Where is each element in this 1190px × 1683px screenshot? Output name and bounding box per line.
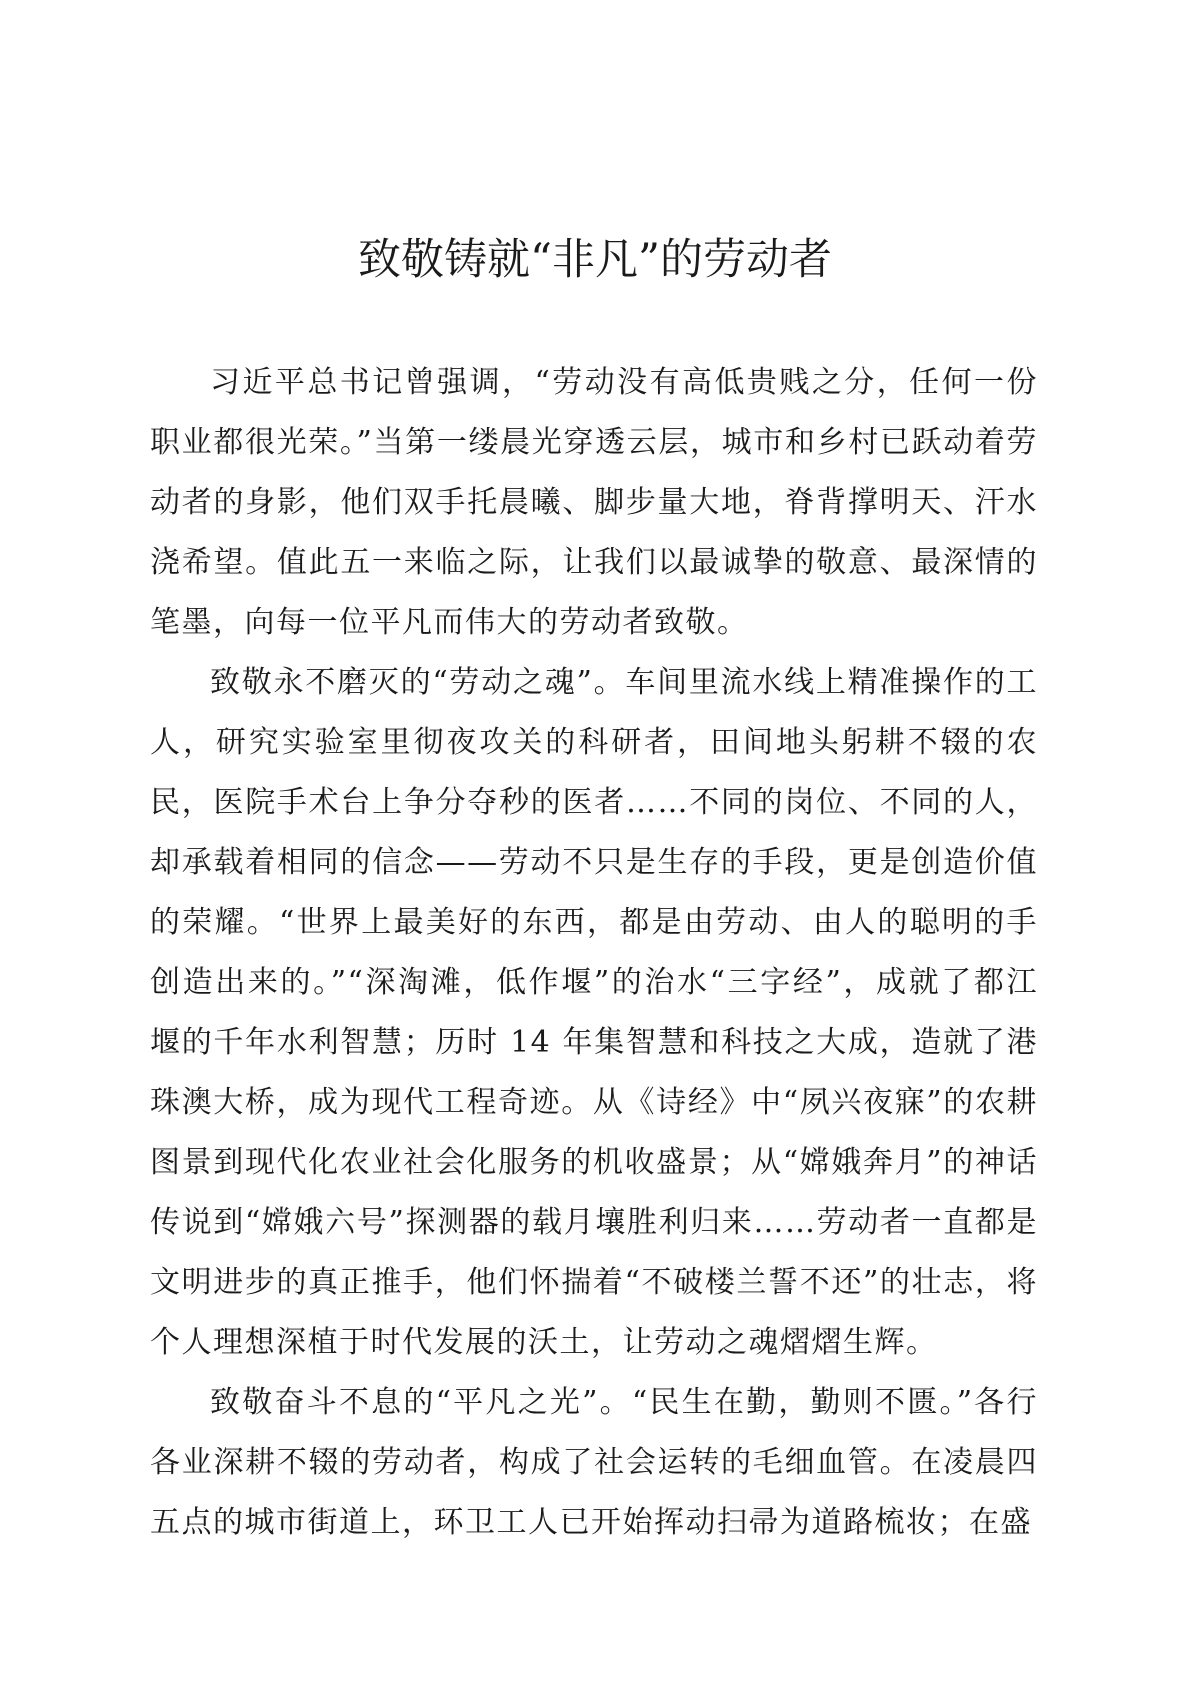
paragraph-intro: 习近平总书记曾强调，“劳动没有高低贵贱之分，任何一份职业都很光荣。”当第一缕晨光穿透云层，城市和乡村已跃动着劳动者的身影，他们双手托晨曦、脚步量大地，脊背撑明天、汗水浇希望。值此五一来临之际，让我们以最诚挚的敬意、最深情的笔墨，向每一位平凡而伟大的劳动者致敬。 [150,365,1038,640]
paragraph-labor-soul: 致敬永不磨灭的“劳动之魂”。车间里流水线上精准操作的工人，研究实验室里彻夜攻关的科研者，田间地头躬耕不辍的农民，医院手术台上争分夺秒的医者……不同的岗位、不同的人，却承载着相同的信念——劳动不只是生存的手段，更是创造价值的荣耀。“世界上最美好的东西，都是由劳动、由人的聪明的手创造出来的。”“深淘滩，低作堰”的治水“三字经”，成就了都江堰的千年水利智慧；历时 14 年集智慧和科技之大成，造就了港珠澳大桥，成为现代工程奇迹。从《诗经》中“夙兴夜寐”的农耕图景到现代化农业社会化服务的机收盛景；从“嫦娥奔月”的神话传说到“嫦娥六号”探测器的载月壤胜利归来……劳动者一直都是文明进步的真正推手，他们怀揣着“不破楼兰誓不还”的壮志，将个人理想深植于时代发展的沃土，让劳动之魂熠熠生辉。 [150,665,1038,1360]
paragraph-ordinary-light: 致敬奋斗不息的“平凡之光”。“民生在勤，勤则不匮。”各行各业深耕不辍的劳动者，构成了社会运转的毛细血管。在凌晨四五点的城市街道上，环卫工人已开始挥动扫帚为道路梳妆；在盛 [150,1385,1038,1540]
document-title: 致敬铸就“非凡”的劳动者 [358,235,832,285]
document-body [150,353,1038,1553]
